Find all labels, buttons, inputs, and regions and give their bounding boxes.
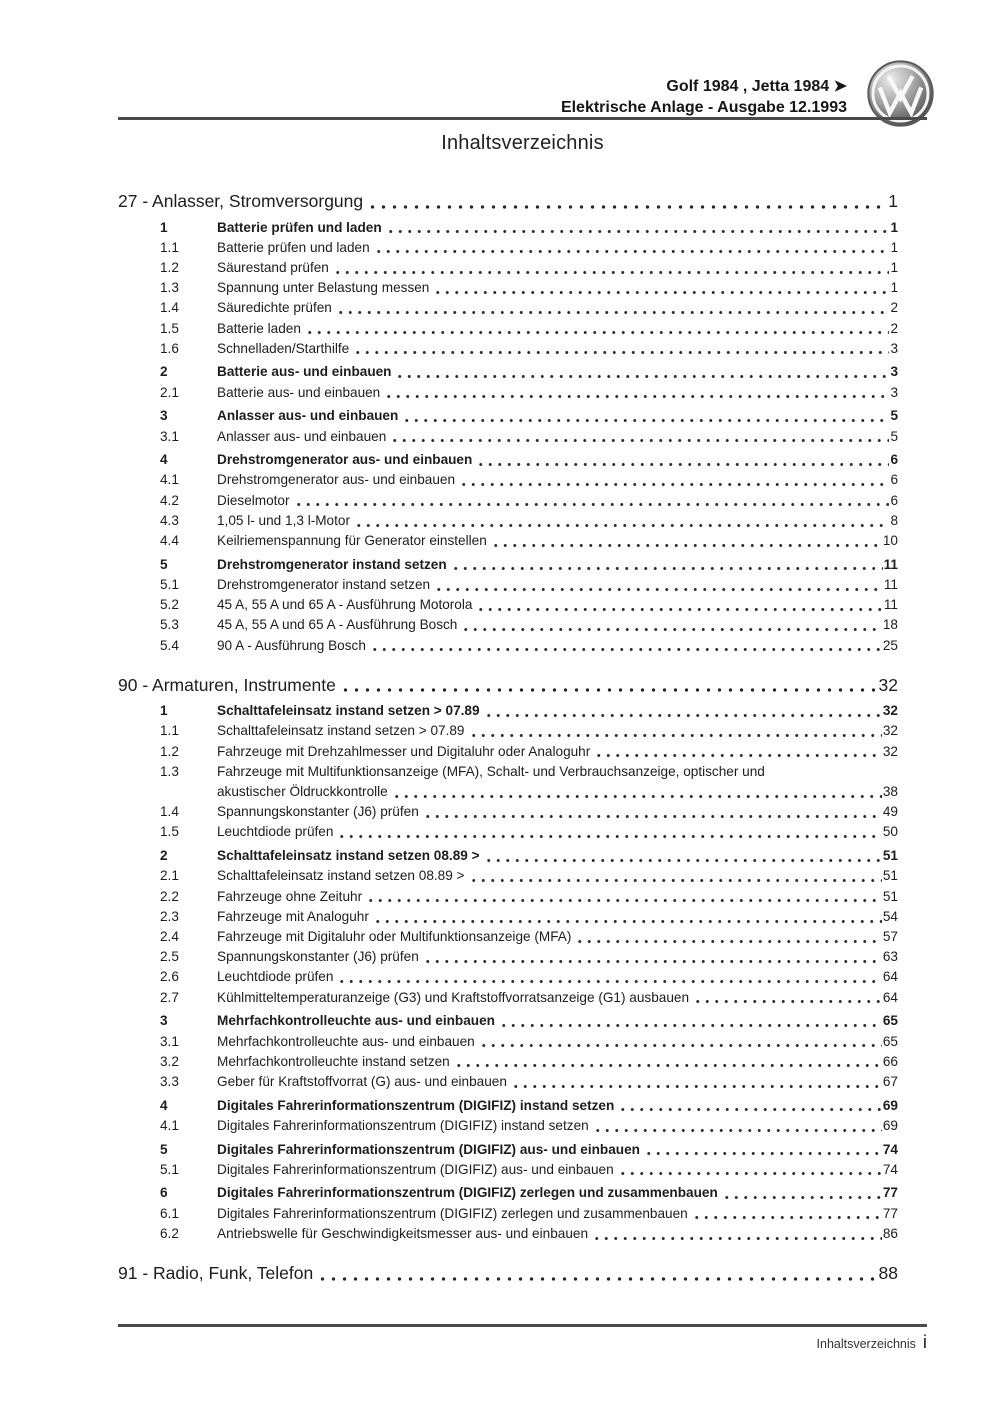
dot-leader: [374, 238, 890, 258]
entry-title: Leuchtdiode prüfen: [217, 824, 334, 840]
entry-number: 3.1: [160, 428, 179, 444]
toc-entry-group: [118, 362, 898, 402]
entry-number: 5.3: [160, 617, 179, 633]
toc-entry-row: [118, 470, 898, 490]
entry-title: Kühlmitteltemperaturanzeige (G3) und Kraftstoffvorratsanzeige (G1) ausbauen: [217, 989, 690, 1005]
toc-entry-row: [118, 721, 898, 741]
entry-title: Digitales Fahrerinformationszentrum (DIGIFIZ) aus- und einbauen: [217, 1161, 614, 1177]
dot-leader: [366, 887, 882, 907]
dot-leader: [337, 967, 881, 987]
entry-number: 1.5: [160, 824, 179, 840]
footer-rule: [118, 1324, 927, 1327]
toc-entry-row: [118, 383, 898, 403]
page-number: 3: [890, 384, 898, 400]
page-number: 6: [890, 492, 898, 508]
page-number: 5: [890, 428, 898, 444]
page-number: 65: [882, 1033, 898, 1049]
dot-leader: [692, 1204, 882, 1224]
entry-number: 2.3: [160, 908, 179, 924]
entry-number: 2: [160, 848, 168, 864]
dot-leader: [390, 427, 889, 447]
toc-entry-row: [118, 802, 898, 822]
entry-number: 3.3: [160, 1073, 179, 1089]
entry-title: 45 A, 55 A und 65 A - Ausführung Motorola: [217, 597, 473, 613]
toc-entry-row: [118, 742, 898, 762]
toc-entry-group: [118, 1011, 898, 1092]
entry-number: 4.3: [160, 512, 179, 528]
page-number: 88: [878, 1263, 898, 1284]
header-model-line: Golf 1984 , Jetta 1984 ➤: [666, 78, 847, 95]
dot-leader: [479, 1032, 882, 1052]
page-number: 74: [882, 1161, 898, 1177]
entry-number: 4: [160, 1097, 168, 1113]
entry-title: Keilriemenspannung für Generator einstellen: [217, 533, 487, 549]
page-number: 6: [890, 452, 898, 468]
page-number: 11: [883, 597, 898, 613]
page-number: 57: [882, 929, 898, 944]
toc-entry-group: [118, 406, 898, 446]
toc-entry-row: [118, 615, 898, 635]
toc-entry-row: [118, 1032, 898, 1052]
page-number: 64: [882, 989, 898, 1005]
entry-title: Digitales Fahrerinformationszentrum (DIGIFIZ) zerlegen und zusammenbauen: [217, 1205, 688, 1221]
entry-number: 3.1: [160, 1033, 179, 1049]
page-number: 77: [882, 1205, 898, 1221]
dot-leader: [575, 927, 882, 947]
toc-entry-row: [118, 555, 898, 575]
entry-title: Leuchtdiode prüfen: [217, 969, 334, 985]
dot-leader: [336, 298, 890, 318]
toc-entry-row: [118, 762, 898, 782]
toc-entry-row: [118, 988, 898, 1008]
dot-leader: [722, 1183, 882, 1203]
toc-entry-row: [118, 511, 898, 531]
entry-title: Mehrfachkontrolleuchte aus- und einbauen: [217, 1033, 475, 1049]
page-number: 3: [890, 340, 898, 356]
toc-entry-group: [118, 701, 898, 842]
page-number: 67: [882, 1073, 898, 1089]
page-number: 65: [882, 1013, 898, 1029]
toc-entry-row: [118, 238, 898, 258]
toc-entry-row: [118, 1052, 898, 1072]
page-number: 69: [882, 1097, 898, 1113]
dot-leader: [402, 406, 889, 426]
entry-title: Mehrfachkontrolleuchte instand setzen: [217, 1053, 450, 1069]
entry-number: 2.2: [160, 888, 179, 904]
entry-number: 2.1: [160, 384, 179, 400]
dot-leader: [454, 1052, 882, 1072]
dot-leader: [384, 383, 889, 403]
entry-title: Antriebswelle für Geschwindigkeitsmesser aus- und einbauen: [217, 1225, 589, 1241]
entry-title: Schnelladen/Starthilfe: [217, 340, 350, 356]
dot-leader: [484, 846, 882, 866]
entry-number: 3: [160, 1013, 168, 1029]
entry-title: Mehrfachkontrolleuchte aus- und einbauen: [217, 1013, 495, 1029]
entry-number: 1: [160, 703, 168, 719]
entry-number: 2.6: [160, 969, 179, 985]
dot-leader: [459, 470, 889, 490]
page-number: 32: [882, 743, 898, 759]
entry-title: 1,05 l- und 1,3 l-Motor: [217, 512, 350, 528]
entry-title: Fahrzeuge ohne Zeituhr: [217, 888, 363, 904]
toc-entry-row: [118, 866, 898, 886]
page-number: 3: [890, 364, 898, 380]
entry-title: Schalttafeleinsatz instand setzen 08.89 >: [217, 868, 465, 884]
entry-title: Batterie prüfen und laden: [217, 219, 382, 235]
entry-number: 2.4: [160, 929, 179, 944]
page-number: 69: [882, 1117, 898, 1133]
page-number: 63: [882, 949, 898, 965]
entry-title: Digitales Fahrerinformationszentrum (DIGIFIZ) instand setzen: [217, 1097, 615, 1113]
toc-entry-row: [118, 822, 898, 842]
entry-number: 5.2: [160, 597, 179, 613]
page-number: 50: [882, 824, 898, 840]
entry-number: 1.1: [160, 239, 179, 255]
entry-number: 4.1: [160, 472, 179, 488]
entry-title: Drehstromgenerator instand setzen: [217, 556, 447, 572]
entry-number: 3: [160, 408, 168, 424]
toc-chapter: [118, 672, 898, 1244]
entry-title: Digitales Fahrerinformationszentrum (DIGIFIZ) zerlegen und zusammenbauen: [217, 1185, 718, 1201]
page-number: 5: [890, 408, 898, 424]
toc-entry-group: [118, 1183, 898, 1244]
dot-leader: [392, 782, 882, 802]
entry-title: 91 - Radio, Funk, Telefon: [118, 1263, 314, 1284]
entry-title: Schalttafeleinsatz instand setzen > 07.89: [217, 723, 465, 739]
page-number: 11: [883, 556, 898, 572]
dot-leader: [354, 511, 889, 531]
entry-number: 1.2: [160, 259, 179, 275]
page-number: 51: [882, 848, 898, 864]
entry-number: 5.4: [160, 637, 179, 653]
dot-leader: [491, 531, 882, 551]
toc-entry-row: [118, 701, 898, 721]
toc-entry-row: [118, 427, 898, 447]
entry-title: Schalttafeleinsatz instand setzen 08.89 >: [217, 848, 480, 864]
entry-number: 6: [160, 1185, 168, 1201]
toc-entry-row: [118, 1224, 898, 1244]
toc-entry-group: [118, 1096, 898, 1136]
dot-leader: [618, 1160, 882, 1180]
toc-chapter-heading: [118, 188, 898, 214]
entry-number: 1.1: [160, 723, 179, 739]
page-number: 32: [882, 723, 898, 739]
dot-leader: [476, 595, 882, 615]
entry-number: 1.4: [160, 804, 179, 820]
dot-leader: [644, 1140, 882, 1160]
dot-leader: [423, 802, 882, 822]
toc-entry-row: [118, 927, 898, 947]
dot-leader: [367, 188, 887, 214]
entry-number: 5.1: [160, 576, 179, 592]
dot-leader: [370, 636, 882, 656]
page-number: 64: [882, 969, 898, 985]
dot-leader: [594, 742, 882, 762]
page-number: 54: [882, 908, 898, 924]
toc-entry-row: [118, 967, 898, 987]
entry-number: 2.1: [160, 868, 179, 884]
toc-entry-row: [118, 1072, 898, 1092]
toc-entry-group: [118, 846, 898, 1008]
dot-leader: [618, 1096, 882, 1116]
entry-title: Batterie aus- und einbauen: [217, 364, 392, 380]
entry-title: Dieselmotor: [217, 492, 290, 508]
dot-leader: [395, 362, 889, 382]
entry-title: Digitales Fahrerinformationszentrum (DIGIFIZ) aus- und einbauen: [217, 1141, 640, 1157]
dot-leader: [592, 1224, 882, 1244]
toc-entry-row: [118, 491, 898, 511]
entry-title: Digitales Fahrerinformationszentrum (DIGIFIZ) instand setzen: [217, 1117, 589, 1133]
page-number: 2: [890, 320, 898, 336]
toc-entry-row: [118, 278, 898, 298]
dot-leader: [433, 278, 889, 298]
entry-number: 2.5: [160, 949, 179, 965]
toc-entry-row-continued: [118, 782, 898, 802]
dot-leader: [337, 822, 881, 842]
page-number: 11: [883, 576, 898, 592]
page-number: 8: [890, 512, 898, 528]
page-number: 1: [890, 280, 898, 296]
toc-entry-row: [118, 1011, 898, 1031]
dot-leader: [499, 1011, 882, 1031]
entry-title: Anlasser aus- und einbauen: [217, 428, 387, 444]
entry-title: Fahrzeuge mit Multifunktionsanzeige (MFA), Schalt- und Verbrauchsanzeige, optischer und: [217, 763, 765, 779]
entry-title: Säurestand prüfen: [217, 259, 329, 275]
footer-page-number: i: [922, 1331, 927, 1352]
entry-title: Batterie aus- und einbauen: [217, 384, 381, 400]
entry-number: 1.3: [160, 280, 179, 296]
toc-entry-row: [118, 636, 898, 656]
page-title: Inhaltsverzeichnis: [441, 132, 604, 154]
table-of-contents: [118, 188, 898, 1286]
toc-entry-row: [118, 575, 898, 595]
toc-chapter-heading: [118, 1260, 898, 1286]
toc-entry-row: [118, 947, 898, 967]
page-number: 77: [882, 1185, 898, 1201]
dot-leader: [333, 258, 890, 278]
toc-entry-row: [118, 1140, 898, 1160]
dot-leader: [294, 491, 890, 511]
entry-title: Batterie prüfen und laden: [217, 239, 370, 255]
toc-entry-row: [118, 406, 898, 426]
toc-entry-row: [118, 1204, 898, 1224]
page-number: 1: [890, 259, 898, 275]
page-number: 1: [890, 239, 898, 255]
entry-number: 2.7: [160, 989, 179, 1005]
entry-title: Fahrzeuge mit Drehzahlmesser und Digitaluhr oder Analoguhr: [217, 743, 591, 759]
page-number: 51: [882, 868, 898, 884]
entry-number: 1.5: [160, 320, 179, 336]
page-number: 74: [882, 1141, 898, 1157]
entry-number: 4.1: [160, 1117, 179, 1133]
entry-number: 5.1: [160, 1161, 179, 1177]
entry-title: Spannung unter Belastung messen: [217, 280, 430, 296]
toc-entry-row: [118, 450, 898, 470]
dot-leader: [340, 672, 878, 698]
entry-number: 1.3: [160, 763, 179, 779]
entry-title: 90 - Armaturen, Instrumente: [118, 674, 336, 695]
entry-number: 5: [160, 1141, 168, 1157]
entry-number: 5: [160, 556, 168, 572]
page-number: 66: [882, 1053, 898, 1069]
entry-number: 1.4: [160, 300, 179, 316]
toc-entry-row: [118, 531, 898, 551]
toc-chapter-heading: [118, 672, 898, 698]
toc-entry-row: [118, 887, 898, 907]
page-number: 2: [890, 300, 898, 316]
entry-title: Drehstromgenerator aus- und einbauen: [217, 452, 473, 468]
entry-number: 1.2: [160, 743, 179, 759]
entry-title: Drehstromgenerator aus- und einbauen: [217, 472, 456, 488]
page-footer: [817, 1331, 927, 1353]
toc-entry-row: [118, 298, 898, 318]
entry-title: Fahrzeuge mit Analoguhr: [217, 908, 369, 924]
toc-chapter: [118, 1260, 898, 1286]
entry-title: Spannungskonstanter (J6) prüfen: [217, 949, 419, 965]
toc-entry-row: [118, 1183, 898, 1203]
document-header: [561, 77, 847, 118]
page-number: 25: [882, 637, 898, 653]
page-number: 6: [890, 472, 898, 488]
dot-leader: [469, 721, 882, 741]
dot-leader: [373, 907, 882, 927]
page-number: 86: [882, 1225, 898, 1241]
dot-leader: [423, 947, 882, 967]
toc-entry-group: [118, 218, 898, 359]
entry-title: Fahrzeuge mit Digitaluhr oder Multifunktionsanzeige (MFA): [217, 929, 572, 944]
dot-leader: [484, 701, 882, 721]
toc-entry-row: [118, 846, 898, 866]
dot-leader: [511, 1072, 882, 1092]
entry-title: 90 A - Ausführung Bosch: [217, 637, 366, 653]
entry-number: 1: [160, 219, 168, 235]
header-edition-line: Elektrische Anlage - Ausgabe 12.1993: [560, 98, 847, 116]
entry-title: Batterie laden: [217, 320, 301, 336]
toc-entry-row: [118, 339, 898, 359]
entry-number: 6.2: [160, 1225, 179, 1241]
toc-entry-row: [118, 907, 898, 927]
entry-title: 45 A, 55 A und 65 A - Ausführung Bosch: [217, 617, 458, 633]
entry-number: 6.1: [160, 1205, 179, 1221]
toc-entry-group: [118, 555, 898, 656]
dot-leader: [476, 450, 889, 470]
dot-leader: [469, 866, 882, 886]
dot-leader: [305, 319, 890, 339]
entry-number: 4: [160, 452, 168, 468]
entry-number: 4.2: [160, 492, 179, 508]
page-number: 1: [888, 191, 898, 211]
entry-title: akustischer Öldruckkontrolle: [217, 784, 388, 800]
entry-title: Geber für Kraftstoffvorrat (G) aus- und einbauen: [217, 1073, 507, 1089]
entry-number: 4.4: [160, 533, 179, 549]
toc-entry-row: [118, 595, 898, 615]
page-number: 49: [882, 804, 898, 820]
page-number: 32: [882, 703, 898, 719]
entry-number: 3.2: [160, 1053, 179, 1069]
toc-entry-row: [118, 362, 898, 382]
entry-title: Anlasser aus- und einbauen: [217, 408, 399, 424]
entry-title: 27 - Anlasser, Stromversorgung: [118, 191, 364, 211]
page-number: 1: [890, 219, 898, 235]
dot-leader: [461, 615, 882, 635]
toc-chapter: [118, 188, 898, 656]
entry-title: Säuredichte prüfen: [217, 300, 332, 316]
dot-leader: [693, 988, 882, 1008]
entry-title: Schalttafeleinsatz instand setzen > 07.89: [217, 703, 480, 719]
page-number: 10: [882, 533, 898, 549]
dot-leader: [451, 555, 883, 575]
entry-title: Drehstromgenerator instand setzen: [217, 576, 431, 592]
dot-leader: [353, 339, 889, 359]
toc-entry-group: [118, 450, 898, 551]
toc-entry-row: [118, 1096, 898, 1116]
dot-leader: [386, 218, 890, 238]
toc-entry-row: [118, 218, 898, 238]
page-number: 38: [882, 784, 898, 800]
page-number: 18: [882, 617, 898, 633]
page-number: 51: [882, 888, 898, 904]
toc-entry-row: [118, 258, 898, 278]
toc-entry-row: [118, 1160, 898, 1180]
dot-leader: [434, 575, 883, 595]
toc-entry-group: [118, 1140, 898, 1180]
header-rule: [118, 117, 927, 120]
footer-label: Inhaltsverzeichnis: [816, 1337, 916, 1351]
entry-number: 1.6: [160, 340, 179, 356]
entry-title: Spannungskonstanter (J6) prüfen: [217, 804, 419, 820]
entry-number: 2: [160, 364, 168, 380]
dot-leader: [593, 1116, 882, 1136]
page-number: 32: [878, 674, 898, 695]
toc-entry-row: [118, 1116, 898, 1136]
toc-entry-row: [118, 319, 898, 339]
dot-leader: [317, 1260, 877, 1286]
